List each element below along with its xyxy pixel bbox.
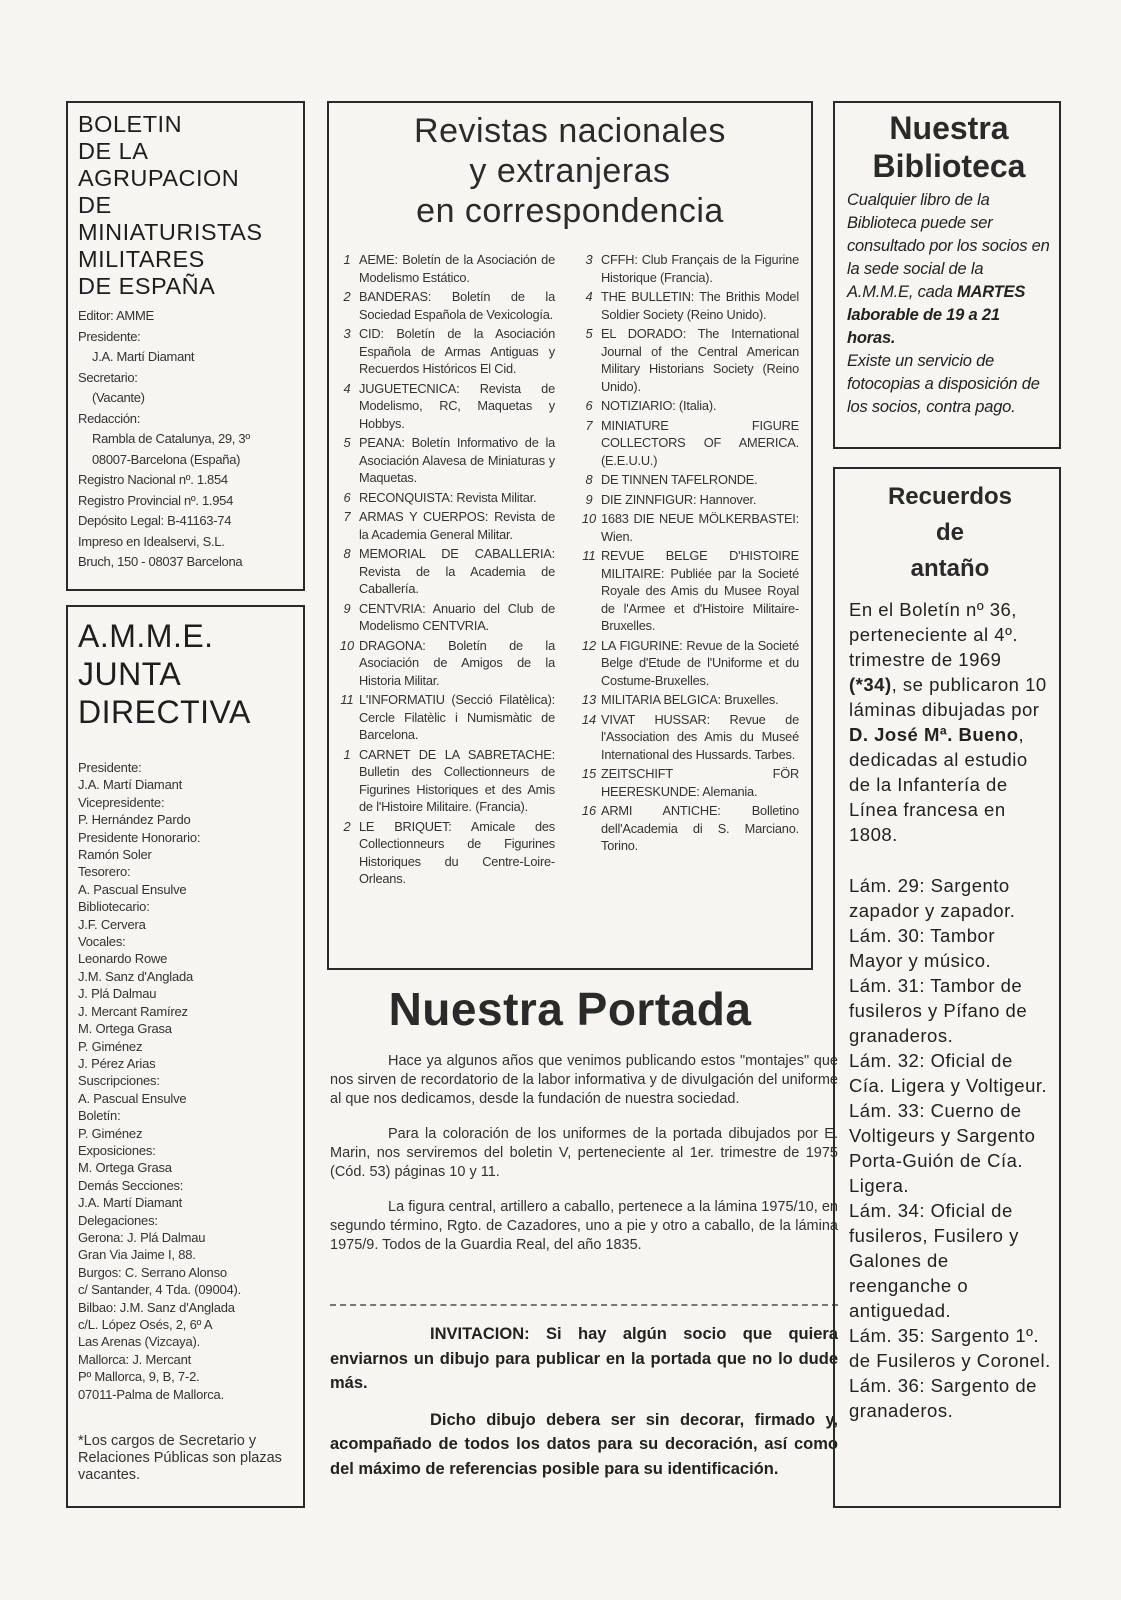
revista-number: 1 xyxy=(343,746,351,762)
junta-member-line: Leonardo Rowe xyxy=(78,951,168,967)
invitacion-label: INVITACION: xyxy=(430,1325,530,1343)
revista-description: CFFH: Club Français de la Figurine Historique (Francia). xyxy=(601,252,799,285)
revistas-title-line: y extranjeras xyxy=(469,152,671,190)
revista-description: MEMORIAL DE CABALLERIA: Revista de la Academia de Caballería. xyxy=(359,546,555,596)
junta-member-line: Presidente Honorario: xyxy=(78,829,201,845)
junta-member-line: P. Giménez xyxy=(78,1038,143,1054)
revista-number: 9 xyxy=(585,491,593,507)
recuerdos-artist: D. José Mª. Bueno xyxy=(849,724,1019,745)
lamina-item: Lám. 35: Sargento 1º. de Fusileros y Coronel. xyxy=(849,1325,1051,1371)
junta-member-line: Vocales: xyxy=(78,934,126,950)
junta-member-line: Delegaciones: xyxy=(78,1212,158,1228)
revista-item xyxy=(335,434,555,487)
masthead-title-line: AGRUPACION xyxy=(78,165,240,191)
revista-item xyxy=(335,746,555,816)
junta-member-line: J. Mercant Ramírez xyxy=(78,1003,188,1019)
biblioteca-photocopy-text: Existe un servicio de fotocopias a disposición de los socios, contra pago. xyxy=(847,352,1040,416)
revista-description: MINIATURE FIGURE COLLECTORS OF AMERICA. (E.E.U.U.) xyxy=(601,417,799,468)
masthead-credits xyxy=(78,306,303,573)
masthead-title-line: MINIATURISTAS xyxy=(78,219,263,245)
revista-item xyxy=(577,417,799,470)
revista-description: ARMAS Y CUERPOS: Revista de la Academia General Militar. xyxy=(359,509,555,542)
revista-number: 3 xyxy=(585,252,593,267)
revista-item xyxy=(335,818,555,888)
revista-item xyxy=(335,325,555,378)
recuerdos-title-line: Recuerdos xyxy=(887,483,1013,510)
revista-number: 5 xyxy=(343,435,351,450)
revista-number: 3 xyxy=(343,326,351,341)
revista-description: EL DORADO: The International Journal of the Central American Military Historians Society (Reino Unido). xyxy=(601,326,799,394)
junta-member-line: Pº Mallorca, 9, B, 7-2. xyxy=(78,1369,200,1385)
credit-line: (Vacante) xyxy=(92,390,145,405)
revista-item xyxy=(335,380,555,433)
credit-line: Editor: AMME xyxy=(78,308,154,323)
biblioteca-text: Cualquier libro de la Biblioteca puede ser consultado por los socios en la sede social de la A.M.M.E, cada xyxy=(847,191,1050,301)
revista-number: 2 xyxy=(343,289,351,304)
revista-number: 11 xyxy=(582,548,596,563)
revista-description: CID: Boletín de la Asociación Española de Armas Antiguas y Recuerdos Históricos El Cid. xyxy=(359,326,555,376)
junta-member-line: Gran Via Jaime I, 88. xyxy=(78,1247,196,1263)
revistas-title xyxy=(329,111,811,231)
revista-item xyxy=(335,288,555,323)
revista-number: 14 xyxy=(581,711,597,727)
junta-member-line: Boletín: xyxy=(78,1108,121,1124)
revista-item xyxy=(577,251,799,286)
invitacion-body: Si hay algún socio que quiera enviarnos un dibujo para publicar en la portada que no lo dude más. xyxy=(330,1325,838,1392)
biblioteca-body xyxy=(847,189,1051,419)
revistas-title-line: en correspondencia xyxy=(416,192,724,230)
revista-item xyxy=(335,489,555,507)
revista-item xyxy=(577,491,799,509)
credit-line: Bruch, 150 - 08037 Barcelona xyxy=(78,554,243,569)
junta-member-line: J.F. Cervera xyxy=(78,916,146,932)
revista-item xyxy=(577,510,799,545)
credit-line: Rambla de Catalunya, 29, 3º xyxy=(92,431,250,446)
revista-number: 11 xyxy=(340,692,354,707)
credit-line: Presidente: xyxy=(78,328,141,344)
revista-item xyxy=(335,691,555,744)
recuerdos-ref: (*34) xyxy=(849,674,892,695)
junta-member-list xyxy=(78,759,303,1403)
revista-number: 8 xyxy=(343,546,351,561)
revista-description: THE BULLETIN: The Brithis Model Soldier Society (Reino Unido). xyxy=(601,289,799,322)
revista-item xyxy=(577,691,799,709)
junta-member-line: Ramón Soler xyxy=(78,847,152,863)
junta-member-line: Tesorero: xyxy=(78,864,131,880)
masthead-title-line: DE LA xyxy=(78,138,149,164)
revista-item xyxy=(577,802,799,855)
revista-number: 2 xyxy=(343,818,351,834)
revista-number: 9 xyxy=(343,600,351,616)
credit-line: Redacción: xyxy=(78,410,141,426)
portada-text xyxy=(330,1052,838,1271)
revista-description: CARNET DE LA SABRETACHE: Bulletin des Collectionneurs de Figurines Historiques et des Amis de l'Histoire Militaire. (Francia). xyxy=(359,746,555,814)
portada-heading: Nuestra Portada xyxy=(388,983,752,1035)
section-divider xyxy=(330,1304,838,1306)
revista-number: 5 xyxy=(585,326,593,341)
junta-member-line: c/L. López Osés, 2, 6º A xyxy=(78,1317,213,1332)
junta-member-line: Burgos: C. Serrano Alonso xyxy=(78,1264,227,1280)
junta-member-line: Bibliotecario: xyxy=(78,899,150,915)
junta-member-line: J.A. Martí Diamant xyxy=(78,777,183,793)
revistas-title-line: Revistas nacionales xyxy=(414,112,726,150)
revista-description: DRAGONA: Boletín de la Asociación de Amigos de la Historia Militar. xyxy=(359,637,555,688)
revista-item xyxy=(335,545,555,598)
lamina-item: Lám. 36: Sargento de granaderos. xyxy=(849,1375,1037,1421)
biblioteca-box xyxy=(833,101,1061,449)
junta-member-line: Exposiciones: xyxy=(78,1142,156,1158)
revista-number: 16 xyxy=(581,803,597,818)
biblioteca-title xyxy=(847,109,1051,185)
revista-number: 6 xyxy=(585,398,593,413)
junta-member-line: Gerona: J. Plá Dalmau xyxy=(78,1229,206,1245)
junta-member-line: c/ Santander, 4 Tda. (09004). xyxy=(78,1282,242,1298)
junta-member-line: Bilbao: J.M. Sanz d'Anglada xyxy=(78,1299,235,1315)
biblioteca-title-line: Nuestra xyxy=(889,110,1009,146)
invitacion-text xyxy=(330,1322,838,1493)
recuerdos-title-line: antaño xyxy=(910,555,990,582)
junta-member-line: Presidente: xyxy=(78,760,142,775)
revistas-box xyxy=(327,101,813,970)
credit-line: Registro Provincial nº. 1.954 xyxy=(78,492,234,508)
recuerdos-intro xyxy=(849,597,1051,847)
revista-number: 1 xyxy=(343,252,351,267)
junta-member-line: J.A. Martí Diamant xyxy=(78,1195,183,1211)
junta-member-line: Suscripciones: xyxy=(78,1073,160,1089)
revista-description: DIE ZINNFIGUR: Hannover. xyxy=(601,491,757,507)
junta-footnote: *Los cargos de Secretario y Relaciones Públicas son plazas vacantes. xyxy=(78,1433,282,1484)
junta-title-line: A.M.M.E. xyxy=(78,618,214,654)
portada-paragraph: Hace ya algunos años que venimos publicando estos "montajes" que nos sirven de recordatorio de la labor informativa y de divulgación del uniforme al que nos dedicamos, desde la fundación de nuestra sociedad. xyxy=(330,1053,838,1107)
credit-line: Registro Nacional nº. 1.854 xyxy=(78,472,228,487)
junta-member-line: P. Giménez xyxy=(78,1125,143,1141)
recuerdos-intro-text: , dedicadas al estudio de la Infantería de Línea francesa en 1808. xyxy=(849,724,1028,845)
revista-description: PEANA: Boletín Informativo de la Asociación Alavesa de Miniaturas y Maquetas. xyxy=(359,435,555,485)
revista-description: ARMI ANTICHE: Bolletino dell'Academia di S. Marciano. Torino. xyxy=(601,803,799,853)
lamina-item: Lám. 29: Sargento zapador y zapador. xyxy=(849,875,1016,921)
lamina-item: Lám. 34: Oficial de fusileros, Fusilero y Galones de reenganche o antiguedad. xyxy=(849,1200,1019,1321)
lamina-item: Lám. 32: Oficial de Cía. Ligera y Voltigeur. xyxy=(849,1050,1048,1096)
recuerdos-intro-text: En el Boletín nº 36, perteneciente al 4º. trimestre de 1969 xyxy=(849,599,1018,670)
junta-title-line: JUNTA xyxy=(78,656,182,692)
masthead-title xyxy=(78,111,303,300)
junta-member-line: Vicepresidente: xyxy=(78,794,165,810)
revista-description: CENTVRIA: Anuario del Club de Modelismo CENTVRIA. xyxy=(359,600,555,633)
invitacion-paragraph-2: Dicho dibujo debera ser sin decorar, firmado y, acompañado de todos los datos para su decoración, así como del máximo de referencias posible para su identificación. xyxy=(330,1410,838,1478)
revista-description: VIVAT HUSSAR: Revue de l'Association des Amis du Museé International des Hussards. Tarbes. xyxy=(601,711,799,762)
revista-item xyxy=(577,711,799,764)
revista-number: 10 xyxy=(581,511,597,526)
credit-line: J.A. Martí Diamant xyxy=(92,349,195,364)
laminas-list xyxy=(849,873,1051,1423)
revista-number: 4 xyxy=(343,380,351,396)
revista-number: 8 xyxy=(585,472,593,487)
junta-member-line: A. Pascual Ensulve xyxy=(78,881,187,897)
revista-description: LA FIGURINE: Revue de la Societé Belge d'Etude de l'Uniforme et du Costume-Bruxelles. xyxy=(601,637,799,688)
credit-line: 08007-Barcelona (España) xyxy=(92,451,241,467)
revista-description: AEME: Boletín de la Asociación de Modelismo Estático. xyxy=(359,252,555,285)
revista-item xyxy=(577,325,799,395)
recuerdos-intro-text: , se publicaron 10 láminas dibujadas por xyxy=(849,674,1047,720)
revista-number: 7 xyxy=(585,417,593,433)
revista-number: 13 xyxy=(581,692,597,707)
revista-number: 6 xyxy=(343,489,351,505)
junta-directiva-box xyxy=(66,605,305,1508)
masthead-title-line: DE ESPAÑA xyxy=(78,273,216,299)
revista-item xyxy=(577,397,799,415)
masthead-title-line: BOLETIN xyxy=(78,111,183,137)
revista-number: 7 xyxy=(343,509,351,524)
revista-item xyxy=(577,765,799,800)
junta-member-line: J. Plá Dalmau xyxy=(78,986,157,1002)
junta-title-line: DIRECTIVA xyxy=(78,694,251,730)
revista-item xyxy=(335,600,555,635)
junta-member-line: J.M. Sanz d'Anglada xyxy=(78,968,194,984)
revista-number: 15 xyxy=(581,766,597,781)
recuerdos-box xyxy=(833,467,1061,1508)
junta-member-line: P. Hernández Pardo xyxy=(78,812,191,828)
junta-member-line: J. Pérez Arias xyxy=(78,1055,156,1071)
credit-line: Depósito Legal: B-41163-74 xyxy=(78,513,232,528)
biblioteca-title-line: Biblioteca xyxy=(872,148,1026,184)
lamina-item: Lám. 33: Cuerno de Voltigeurs y Sargento Porta-Guión de Cía. Ligera. xyxy=(849,1100,1036,1196)
revista-description: RECONQUISTA: Revista Militar. xyxy=(359,489,537,505)
credit-line: Impreso en Idealservi, S.L. xyxy=(78,533,225,549)
revistas-nacionales-list xyxy=(335,251,555,890)
revista-item xyxy=(577,471,799,489)
revista-description: L'INFORMATIU (Secció Filatèlica): Cercle Filatèlic i Numismàtic de Barcelona. xyxy=(359,692,555,742)
revista-description: MILITARIA BELGICA: Bruxelles. xyxy=(601,692,779,707)
revista-description: ZEITSCHIFT FÖR HEERESKUNDE: Alemania. xyxy=(601,766,799,799)
junta-member-line: Las Arenas (Vizcaya). xyxy=(78,1334,201,1350)
revista-item xyxy=(335,637,555,690)
biblioteca-hours: MARTES laborable de 19 a 21 horas. xyxy=(847,283,1026,347)
lamina-item: Lám. 30: Tambor Mayor y músico. xyxy=(849,925,995,971)
revista-item xyxy=(577,547,799,635)
junta-member-line: A. Pascual Ensulve xyxy=(78,1090,187,1106)
revista-item xyxy=(335,251,555,286)
revista-item xyxy=(577,288,799,323)
masthead-title-line: DE xyxy=(78,192,112,218)
invitacion-paragraph xyxy=(330,1322,838,1396)
revista-description: JUGUETECNICA: Revista de Modelismo, RC, Maquetas y Hobbys. xyxy=(359,380,555,431)
lamina-item: Lám. 31: Tambor de fusileros y Pífano de granaderos. xyxy=(849,975,1028,1046)
revista-number: 4 xyxy=(585,289,593,304)
revistas-extranjeras-list xyxy=(577,251,799,857)
junta-member-line: M. Ortega Grasa xyxy=(78,1160,172,1176)
revista-number: 10 xyxy=(339,637,355,653)
junta-member-line: 07011-Palma de Mallorca. xyxy=(78,1386,224,1402)
revista-item xyxy=(335,508,555,543)
revista-description: DE TINNEN TAFELRONDE. xyxy=(601,472,758,487)
junta-member-line: Mallorca: J. Mercant xyxy=(78,1351,192,1367)
portada-paragraph: Para la coloración de los uniformes de la portada dibujados por E. Marin, nos serviremos del boletin V, perteneciente al 1er. trimestre de 1975 (Cód. 53) páginas 10 y 11. xyxy=(330,1126,838,1180)
junta-member-line: Demás Secciones: xyxy=(78,1177,184,1193)
portada-paragraph: La figura central, artillero a caballo, pertenece a la lámina 1975/10, en segundo término, Rgto. de Cazadores, uno a pie y otro a caballo, de la lámina 1975/9. Todos de la Guardia Real, del año 1835. xyxy=(330,1199,838,1253)
masthead-box xyxy=(66,101,305,591)
recuerdos-title xyxy=(849,479,1051,587)
junta-member-line: M. Ortega Grasa xyxy=(78,1021,172,1037)
credit-line: Secretario: xyxy=(78,369,138,385)
recuerdos-title-line: de xyxy=(935,519,964,546)
revista-description: BANDERAS: Boletín de la Sociedad Española de Vexicología. xyxy=(359,289,555,322)
revista-item xyxy=(577,637,799,690)
revista-description: 1683 DIE NEUE MÖLKERBASTEI: Wien. xyxy=(601,511,799,544)
revista-number: 12 xyxy=(581,637,597,653)
revista-description: LE BRIQUET: Amicale des Collectionneurs de Figurines Historiques du Centre-Loire-Orleans. xyxy=(359,818,555,886)
masthead-title-line: MILITARES xyxy=(78,246,205,272)
revista-description: REVUE BELGE D'HISTOIRE MILITAIRE: Publiée par la Societé Royale des Amis du Musee Royal de l'Armee et d'Histoire Militaire-Bruxelles. xyxy=(601,548,799,633)
revista-description: NOTIZIARIO: (Italia). xyxy=(601,398,717,413)
